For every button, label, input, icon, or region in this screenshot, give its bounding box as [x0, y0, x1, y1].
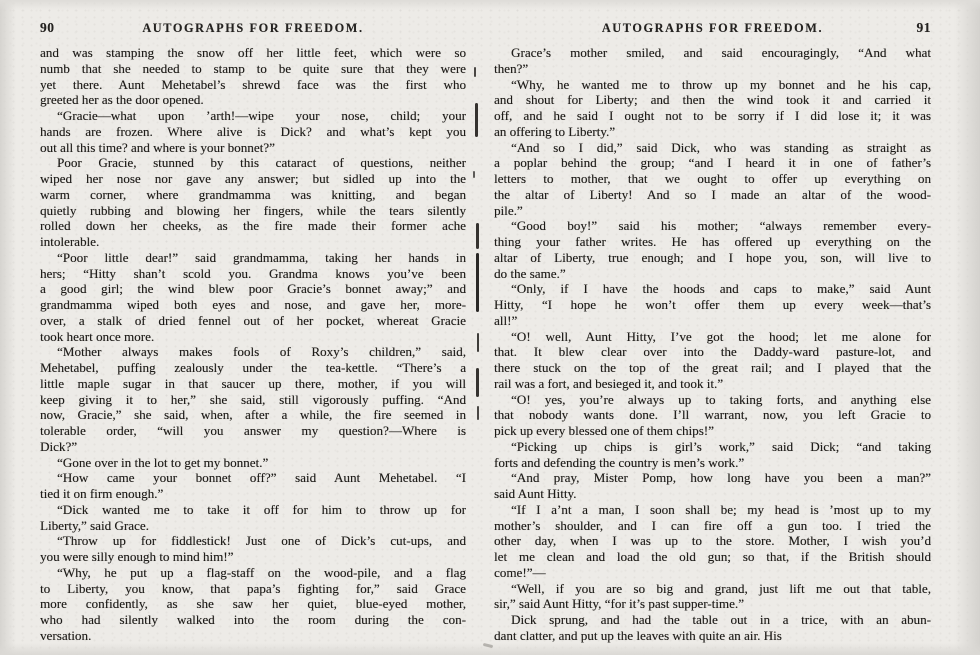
- text-line: said Aunt Hitty.: [494, 486, 577, 501]
- paragraph: [494, 612, 931, 644]
- paragraph: [494, 329, 931, 392]
- text-line: now, Gracie,” she said, when, after a while, the fire seemed in: [40, 407, 466, 423]
- text-line: took heart once more.: [40, 328, 155, 344]
- scan-edge-left: [0, 0, 16, 655]
- page-left: [40, 20, 466, 644]
- text-line: come!”—: [494, 564, 546, 580]
- text-line: “Only, if I have the hoods and caps to make,” said Aunt: [511, 281, 931, 297]
- gutter-mark: [476, 253, 479, 312]
- scan-edge-top: [0, 0, 980, 10]
- text-line: out all this time? and where is your bonnet?”: [40, 139, 275, 155]
- text-line: and was stamping the snow off her little feet, which were so: [40, 45, 466, 60]
- paragraph: [494, 470, 931, 502]
- text-line: a poplar behind the group; “and I heard it in one of father’s: [494, 155, 931, 171]
- text-line: pick up every blessed one of them chips!”: [494, 423, 714, 438]
- text-line: rolled down her cheeks, as the fire made their former ache: [40, 218, 466, 234]
- text-line: “Good boy!” said his mother; “always remember every-: [511, 218, 931, 234]
- text-line: Liberty,” said Grace.: [40, 517, 149, 533]
- text-line: tolerable order, “will you answer my question?—Where is: [40, 423, 466, 438]
- text-line: “Throw up for fiddlestick! Just one of Dick’s cut-ups, and: [57, 533, 466, 549]
- text-line: over, a stalk of dried fennel out of her pocket, whereat Gracie: [40, 312, 466, 328]
- text-line: Mehetabel, puffing zealously under the tea-kettle. “There’s a: [40, 360, 466, 375]
- text-line: greeted her as the door opened.: [40, 92, 204, 108]
- text-line: other day, when I was up to the store. Mother, I wish you’d: [494, 533, 931, 549]
- text-line: “O! well, Aunt Hitty, I’ve got the hood; let me alone for: [511, 328, 931, 344]
- text-line: Dick sprung, and had the table out in a trice, with an abun-: [511, 612, 931, 627]
- text-line: letters to mother, that we ought to offer up everything on: [494, 171, 931, 186]
- text-line: do the same.”: [494, 265, 566, 281]
- text-line: wiped her nose nor gave any answer; but sidled up into the: [40, 171, 466, 186]
- text-line: Hitty, “I hope he won’t offer them up every week—that’s: [494, 297, 931, 312]
- text-line: the altar of Liberty! And so I made an altar of the wood-: [494, 186, 931, 202]
- paragraph: [494, 45, 931, 77]
- text-line: quietly rubbing and blowing her fingers, while the tears silently: [40, 202, 466, 218]
- text-line: all!”: [494, 312, 518, 328]
- text-line: “O! yes, you’re always up to taking forts, and anything else: [511, 391, 931, 407]
- text-line: an offering to Liberty.”: [494, 123, 616, 139]
- paragraph: [40, 502, 466, 534]
- paragraph: [40, 533, 466, 565]
- text-line: “If I a’nt a man, I soon shall be; my head is ’most up to my: [511, 501, 931, 517]
- text-line: tied it on firm enough.”: [40, 486, 164, 501]
- page-number-left: 90: [40, 20, 55, 35]
- text-line: that. It blew clear over into the Daddy-ward pasture-lot, and: [494, 344, 931, 360]
- text-line: then?”: [494, 60, 529, 76]
- text-line: warm corner, where grandmamma was knitting, and began: [40, 186, 466, 202]
- text-line: yet there. Aunt Mehetabel’s shrewd face was the first who: [40, 76, 466, 92]
- text-line: and shout for Liberty; and then the wind took it and carried it: [494, 92, 931, 108]
- paragraph: [40, 155, 466, 250]
- text-line: “And so I did,” said Dick, who was standing as straight as: [511, 139, 931, 155]
- text-line: “Dick wanted me to take it off for him to throw up for: [57, 501, 466, 517]
- gutter-mark: [475, 103, 478, 137]
- text-line: numb that she needed to stamp to be quite sure that they were: [40, 60, 466, 76]
- page-right: [494, 20, 931, 644]
- text-line: off, and he said I ought not to be sorry if I did lose it; it was: [494, 108, 931, 123]
- paragraph: [40, 108, 466, 155]
- text-line: more confidently, as she saw her quiet, blue-eyed mother,: [40, 596, 466, 612]
- text-line: intolerable.: [40, 234, 100, 249]
- text-line: hands are frozen. Where alive is Dick? and what’s kept you: [40, 123, 466, 139]
- text-line: mother’s shoulder, and I can fire off a gun too. I tried the: [494, 517, 931, 533]
- gutter-mark: [476, 368, 479, 397]
- text-line: “Picking up chips is girl’s work,” said Dick; “and taking: [511, 438, 931, 454]
- text-line: “Well, if you are so big and grand, just lift me out that table,: [511, 580, 931, 596]
- page-right-body: [494, 45, 931, 644]
- text-line: little maple sugar in that saucer up there, mother, if you will: [40, 375, 466, 391]
- text-line: dant clatter, and put up the leaves with quite an air. His: [494, 627, 782, 643]
- scan-edge-right: [954, 0, 980, 655]
- text-line: “Why, he put up a flag-staff on the wood-pile, and a flag: [57, 564, 466, 580]
- text-line: rail was a fort, and besieged it, and took it.”: [494, 375, 724, 391]
- running-head-right: AUTOGRAPHS FOR FREEDOM.: [601, 21, 824, 35]
- text-line: “Poor little dear!” said grandmamma, taking her hands in: [57, 249, 466, 265]
- text-line: hers; “Hitty shan’t scold you. Grandma knows you’ve been: [40, 265, 466, 281]
- text-line: forts and defending the country is men’s work.”: [494, 454, 745, 470]
- text-line: “Gracie—what upon ’arth!—wipe your nose, child; your: [57, 108, 466, 123]
- paragraph: [494, 502, 931, 581]
- paragraph: [40, 344, 466, 454]
- paragraph: [494, 281, 931, 328]
- gutter-mark: [476, 223, 479, 249]
- page-left-body: [40, 45, 466, 644]
- text-line: altar of Liberty, true enough; and I hope you, son, will live to: [494, 249, 931, 265]
- text-line: Poor Gracie, stunned by this cataract of questions, neither: [57, 155, 466, 171]
- text-line: grandmamma wiped both eyes and nose, and gave her, more-: [40, 297, 466, 312]
- text-line: “Mother always makes fools of Roxy’s children,” said,: [57, 344, 466, 360]
- text-line: “How came your bonnet off?” said Aunt Mehetabel. “I: [57, 470, 466, 486]
- text-line: keep giving it to her,” she said, still vigorously puffing. “And: [40, 391, 466, 407]
- gutter-mark: [477, 406, 479, 420]
- paragraph: [494, 140, 931, 219]
- text-line: Grace’s mother smiled, and said encouragingly, “And what: [511, 45, 931, 60]
- text-line: a good girl; the wind blew poor Gracie’s bonnet away;” and: [40, 281, 466, 297]
- text-line: you were silly enough to mind him!”: [40, 549, 234, 564]
- paragraph: [40, 470, 466, 502]
- text-line: to Liberty, you know, that papa’s fighting for,” said Grace: [40, 580, 466, 596]
- page-number-right: 91: [916, 20, 931, 35]
- paragraph: [494, 77, 931, 140]
- text-line: “And pray, Mister Pomp, how long have you been a man?”: [511, 470, 931, 486]
- text-line: “Gone over in the lot to get my bonnet.”: [57, 454, 269, 470]
- paragraph: [40, 565, 466, 644]
- gutter-mark: [474, 67, 476, 77]
- page-left-header: [40, 20, 466, 42]
- text-line: pile.”: [494, 202, 523, 218]
- text-line: let me clean and load the old gun; so that, if the British should: [494, 549, 931, 564]
- page-right-header: [494, 20, 931, 42]
- paragraph: [494, 218, 931, 281]
- paragraph: [494, 439, 931, 471]
- text-line: “Why, he wanted me to throw up my bonnet and he his cap,: [511, 76, 931, 92]
- paragraph: [40, 45, 466, 108]
- paragraph: [494, 581, 931, 613]
- text-line: sir,” said Aunt Hitty, “for it’s past supper-time.”: [494, 596, 745, 612]
- text-line: that nobody wants done. I’ll warrant, now, you left Gracie to: [494, 407, 931, 423]
- gutter-mark: [477, 333, 479, 352]
- paragraph: [40, 250, 466, 345]
- paragraph: [40, 455, 466, 471]
- gutter-mark: [473, 171, 475, 178]
- paragraph: [494, 392, 931, 439]
- text-line: versation.: [40, 627, 92, 643]
- text-line: Dick?”: [40, 438, 78, 454]
- text-line: there stuck on the top of the great rail; and I played that the: [494, 360, 931, 375]
- text-line: thing your father writes. He has offered up everything on the: [494, 234, 931, 249]
- text-line: who had silently walked into the room during the con-: [40, 612, 466, 627]
- running-head-left: AUTOGRAPHS FOR FREEDOM.: [142, 21, 364, 35]
- scan-smudge: [483, 643, 493, 648]
